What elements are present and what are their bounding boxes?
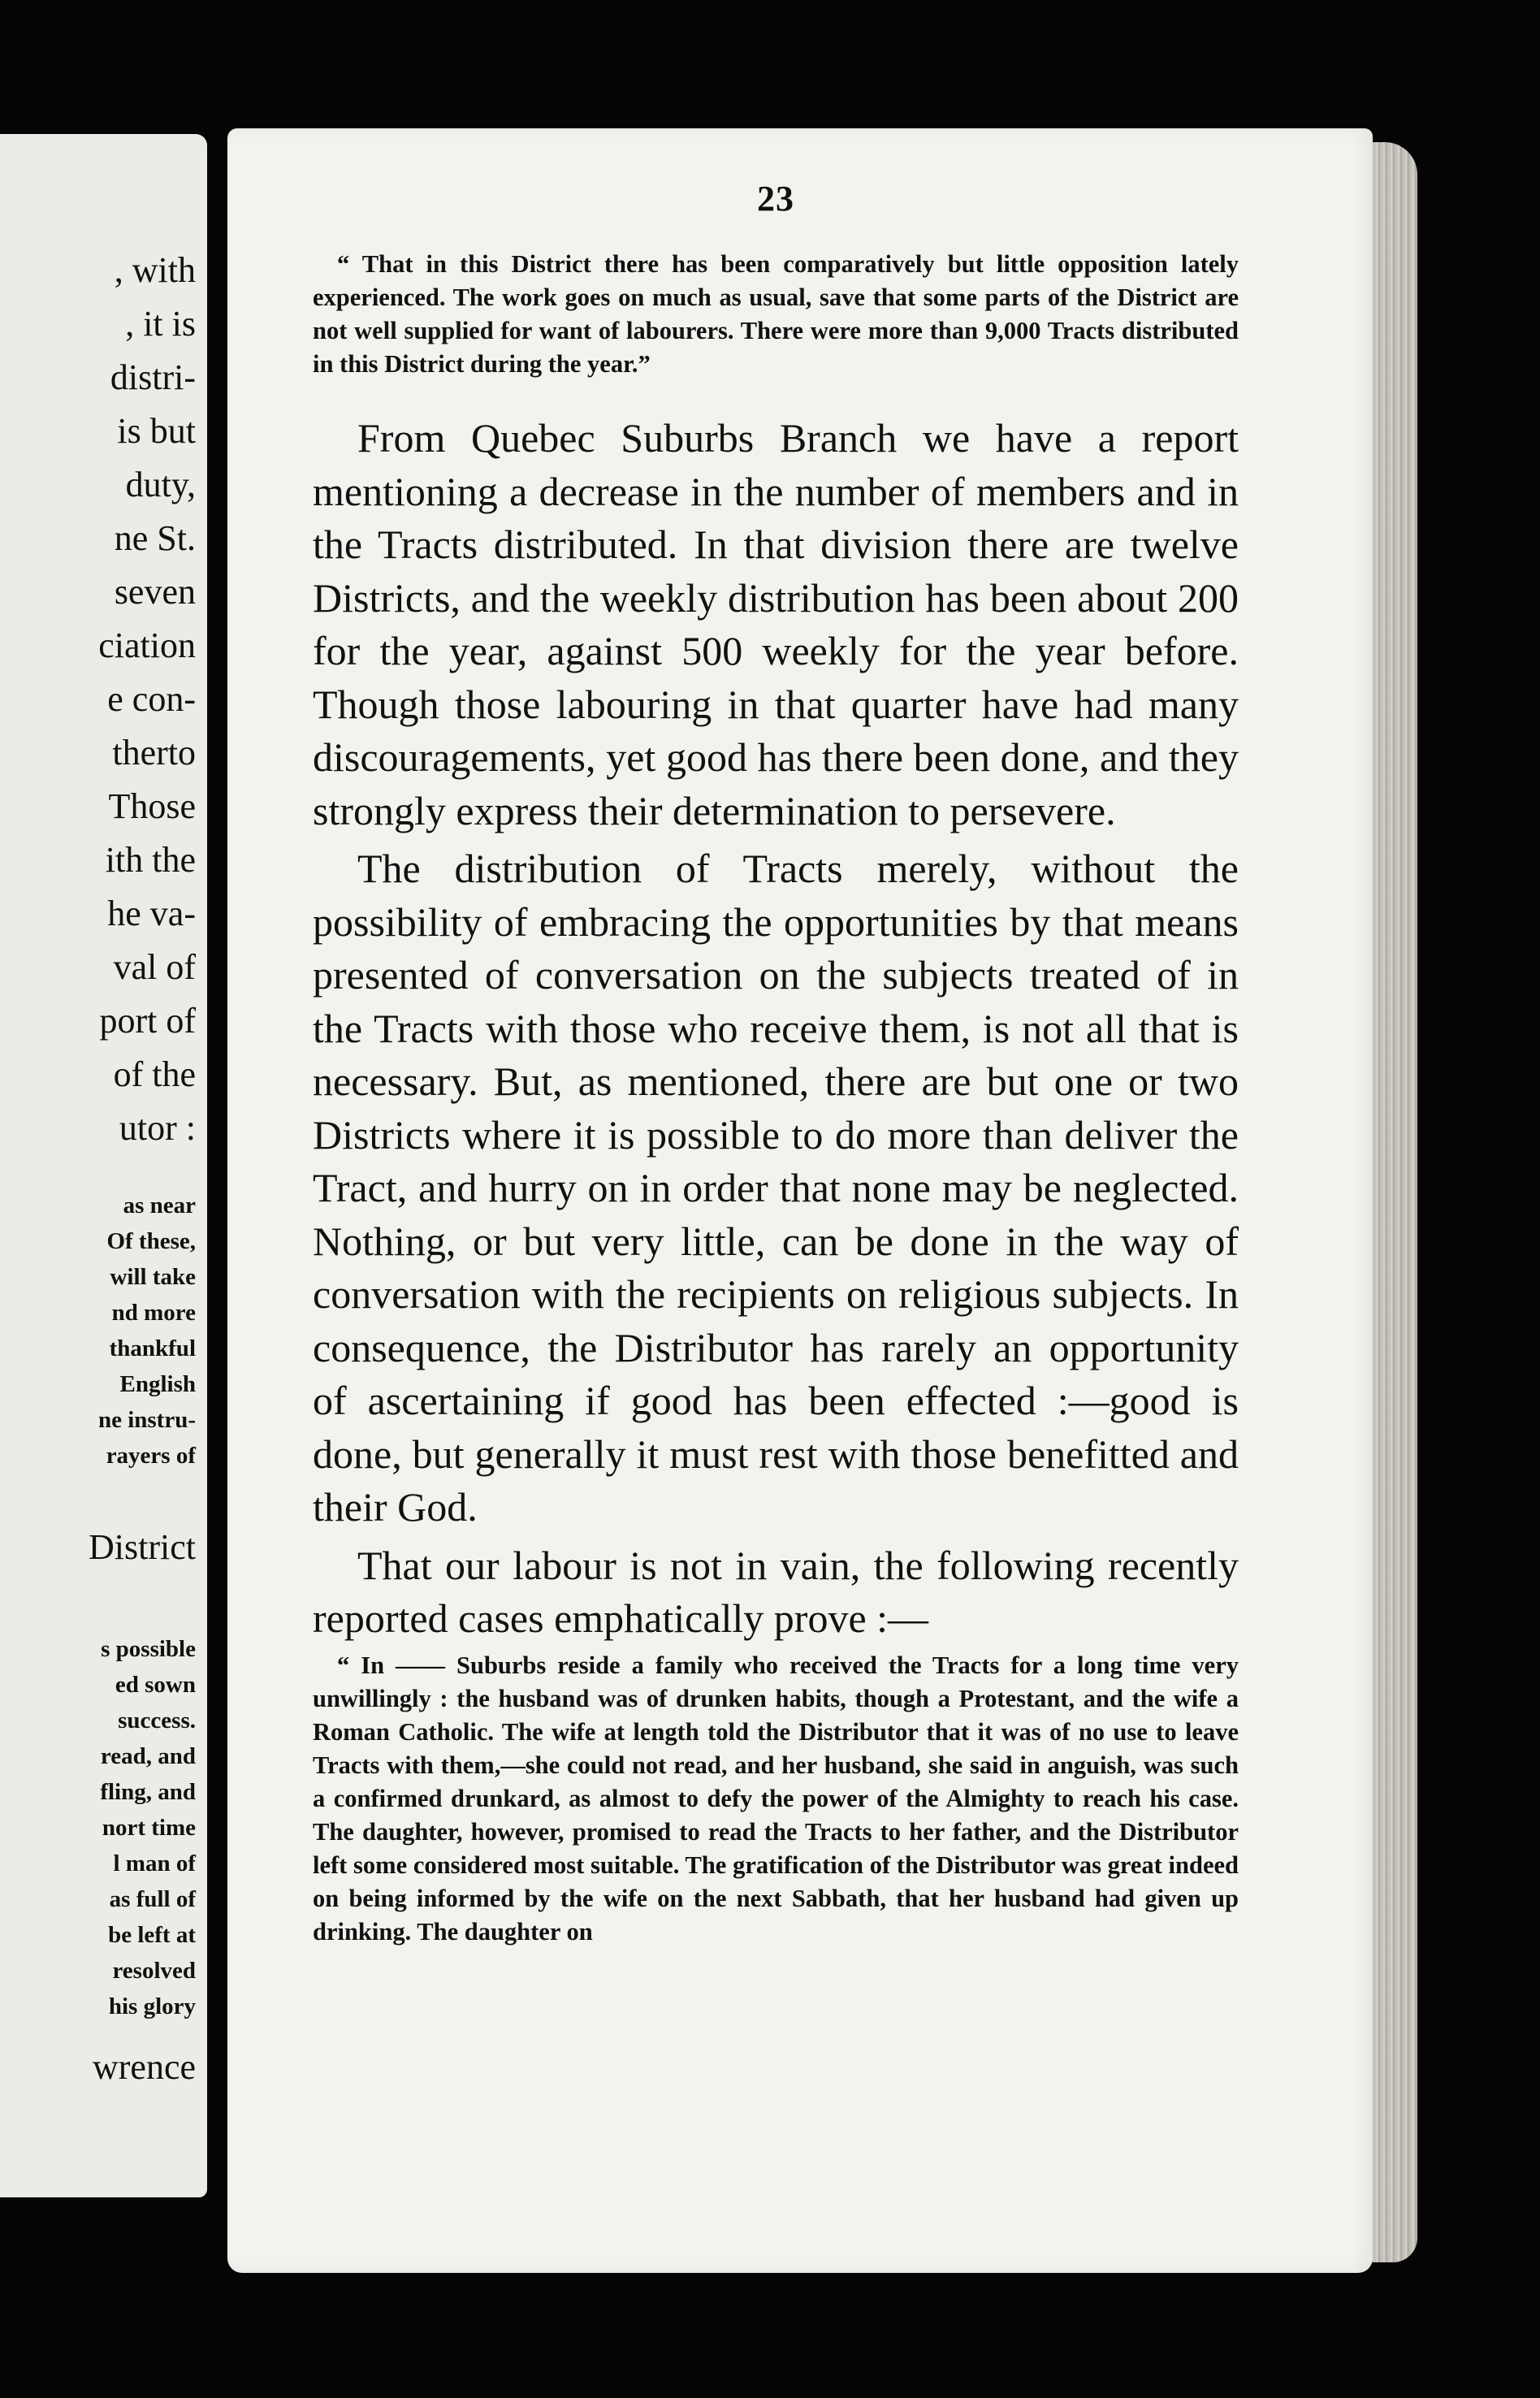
left-page-line: ith the xyxy=(105,840,196,880)
left-page-line: will take xyxy=(110,1264,196,1290)
left-page-line: , with xyxy=(114,250,196,290)
left-page-line: ne instru- xyxy=(97,1407,196,1433)
left-page-heading: District xyxy=(89,1527,196,1567)
quoted-report: “ That in this District there has been comparatively but little opposition lately experienced. The work goes on much as usual, save that some parts of the District are not well supplied for want of labourers. There were more than 9,000 Tracts distributed in this District during the year.” xyxy=(313,250,1239,378)
left-page-line: ed sown xyxy=(115,1672,196,1698)
left-page-line: thankful xyxy=(109,1335,196,1361)
left-page-line: nort time xyxy=(102,1815,196,1841)
left-page-line: e con- xyxy=(107,679,196,719)
left-page-line: utor : xyxy=(119,1108,196,1148)
left-page-line: Those xyxy=(108,786,196,826)
left-page-line: of the xyxy=(113,1054,196,1094)
left-page-line: his glory xyxy=(108,1993,196,2019)
left-page-line: he va- xyxy=(107,894,196,933)
left-page-line: fling, and xyxy=(100,1779,196,1805)
left-page-line: duty, xyxy=(125,465,196,504)
page-number: 23 xyxy=(757,179,794,219)
left-page-line: therto xyxy=(112,733,196,773)
left-page-line: English xyxy=(119,1371,196,1397)
right-page-text xyxy=(313,175,1239,1949)
left-page-line: ne St. xyxy=(114,518,196,558)
left-page-line: nd more xyxy=(111,1300,196,1326)
left-page-line: ciation xyxy=(98,625,196,665)
left-page-line: as full of xyxy=(109,1886,196,1912)
left-page-heading: wrence xyxy=(92,2047,196,2087)
left-page xyxy=(0,134,207,2197)
paragraph: From Quebec Suburbs Branch we have a report mentioning a decrease in the number of members and in the Tracts distributed. In that division there are twelve Districts, and the weekly distribution has been about 200 for the year, against 500 weekly for the year before. Though those labouring in that quarter have had many discouragements, yet good has there been done, and they strongly express their determination to persevere. xyxy=(313,415,1239,833)
left-page-line: resolved xyxy=(112,1958,196,1984)
left-page-line: s possible xyxy=(101,1636,196,1662)
left-page-line: seven xyxy=(114,572,196,612)
left-page-line: success. xyxy=(118,1708,196,1734)
paragraph: That our labour is not in vain, the following recently reported cases emphatically prove :— xyxy=(313,1542,1239,1641)
left-page-line: read, and xyxy=(100,1743,196,1769)
left-page-line: as near xyxy=(123,1193,196,1218)
paragraph: The distribution of Tracts merely, without the possibility of embracing the opportunities by that means presented of conversation on the subjects treated of in the Tracts with those who receive them, is not all that is necessary. But, as mentioned, there are but one or two Districts where it is possible to do more than deliver the Tract, and hurry on in order that none may be neglected. Nothing, or but very little, can be done in the way of conversation with the recipients on religious subjects. In consequence, the Distributor has rarely an opportunity of ascertaining if good has been effected :—good is done, but generally it must rest with those benefitted and their God. xyxy=(313,846,1239,1530)
left-page-line: is but xyxy=(117,411,196,451)
quoted-case: “ In —— Suburbs reside a family who received the Tracts for a long time very unwillingly : the husband was of drunken habits, though a Protestant, and the wife a Roman Catholic. The wife at length told the Distributor that it was of no use to leave Tracts with them,—she could not read, and her husband, she said in anguish, was such a confirmed drunkard, as almost to defy the power of the Almighty to reach his case. The daughter, however, promised to read the Tracts to her father, and the Distributor left some considered most suitable. The gratification of the Distributor was great indeed on being informed by the wife on the next Sabbath, that her husband had given up drinking. The daughter on xyxy=(313,1651,1239,1946)
left-page-line: port of xyxy=(99,1001,196,1041)
left-page-line: val of xyxy=(113,947,196,987)
left-page-column xyxy=(0,134,196,2094)
left-page-line: distri- xyxy=(110,357,196,397)
left-page-line: rayers of xyxy=(106,1443,196,1469)
left-page-line: l man of xyxy=(113,1850,196,1876)
left-page-line: Of these, xyxy=(106,1228,196,1254)
left-page-line: , it is xyxy=(125,304,196,344)
left-page-line: be left at xyxy=(108,1922,196,1948)
